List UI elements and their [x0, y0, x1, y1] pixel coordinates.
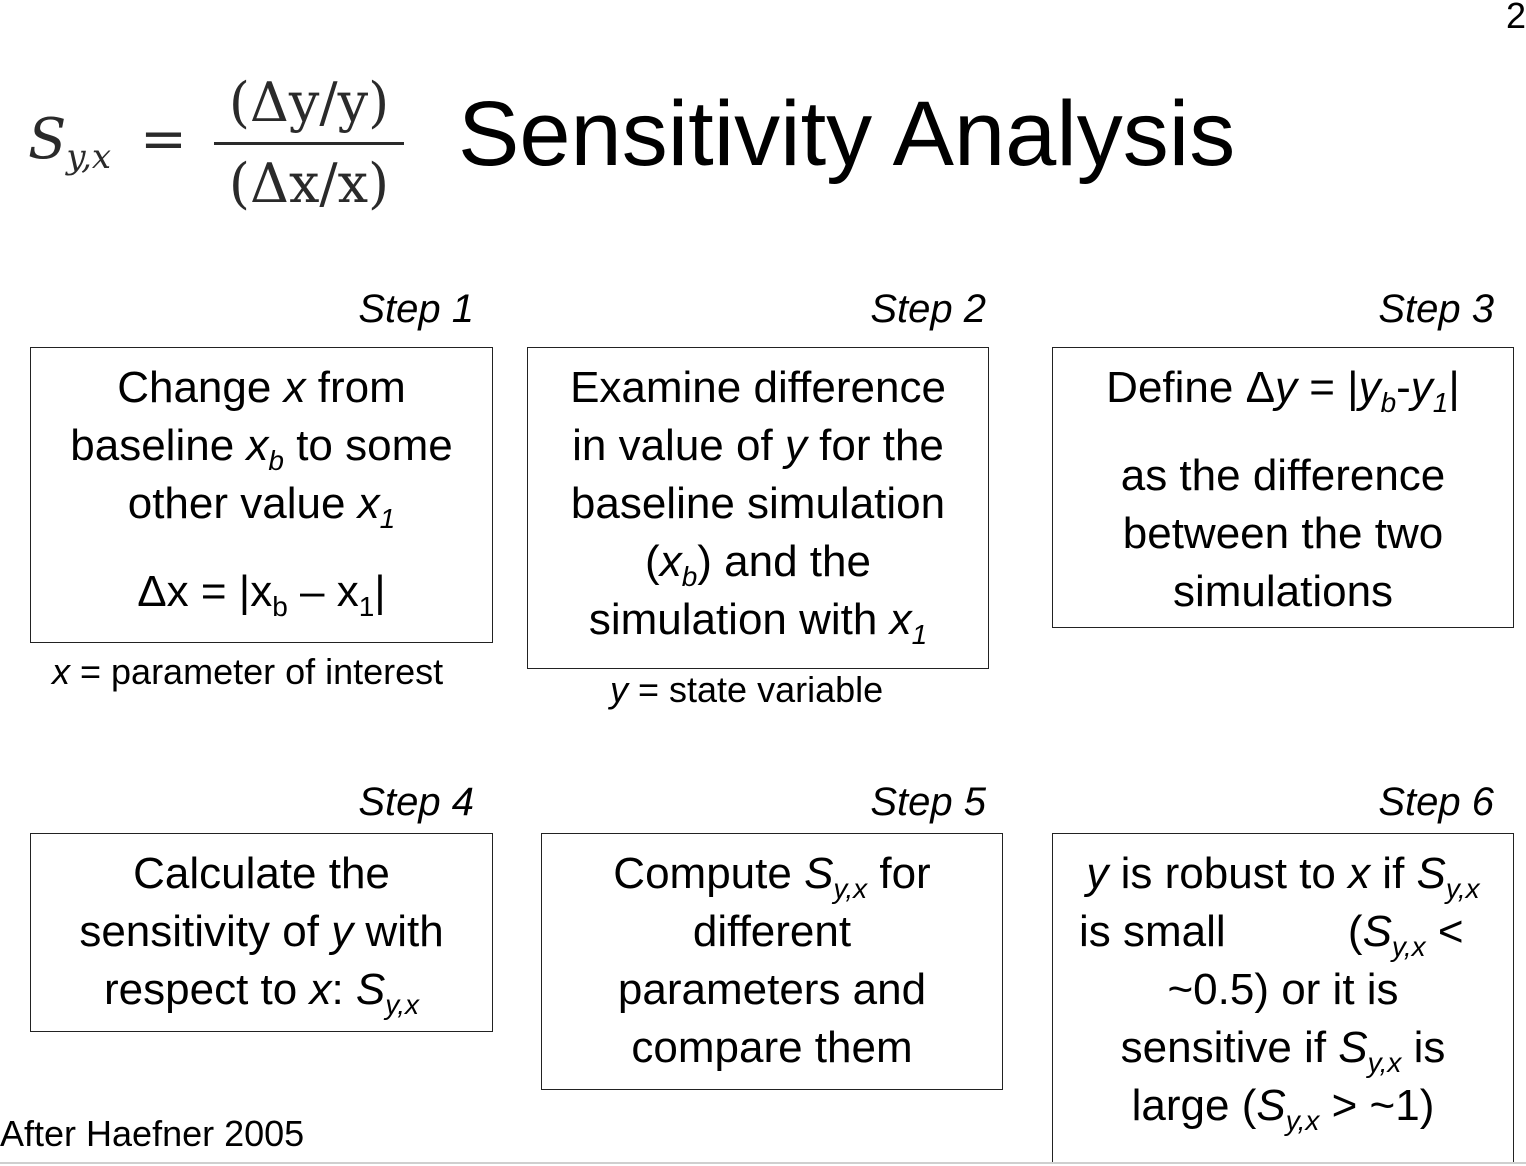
formula-numerator: (Δy/y): [228, 71, 390, 134]
step-6-line-3: ~0.5) or it is: [1167, 965, 1399, 1014]
step-5-line-3: parameters and: [617, 965, 927, 1014]
step-2-line-4: $(x_b)$ and the: [645, 537, 871, 592]
step-1-line-3: other value $x_1$: [127, 479, 396, 534]
step-3-label: Step 3: [1378, 287, 1494, 331]
step-1-box: [30, 347, 493, 643]
step-6-line-1: y is robust to x if $S_{y,x}$: [1086, 849, 1480, 904]
step-5-line-2: different: [692, 907, 852, 956]
formula-subscript: y,x: [66, 137, 112, 177]
step-4-line-2: sensitivity of y with: [79, 907, 444, 956]
step-1-label: Step 1: [358, 287, 474, 331]
step-2-line-1: Examine difference: [570, 363, 946, 412]
step-5-line-4: compare them: [631, 1023, 913, 1072]
step-2-line-5: simulation with $x_1$: [588, 595, 928, 650]
step-3-box: [1052, 347, 1514, 628]
source-credit: After Haefner 2005: [0, 1113, 305, 1154]
formula-symbol: S: [28, 107, 67, 172]
step-2-box: [527, 347, 989, 669]
step-2-note: y = state variable: [610, 669, 884, 710]
step-4-box: [30, 833, 493, 1032]
step-2-label: Step 2: [870, 287, 986, 331]
step-1-note: x = parameter of interest: [52, 651, 444, 692]
page-title: Sensitivity Analysis: [458, 83, 1236, 185]
formula-fraction: [214, 70, 404, 217]
step-3-line-2: as the difference: [1120, 451, 1446, 500]
step-5-box: [541, 833, 1003, 1090]
sensitivity-formula: [28, 70, 408, 220]
step-6-box: [1052, 833, 1514, 1163]
fraction-bar: [214, 142, 404, 145]
step-2-line-3: baseline simulation: [570, 479, 946, 528]
step-5-label: Step 5: [870, 780, 986, 824]
formula-lhs: [28, 107, 112, 187]
step-3-line-3: between the two: [1122, 509, 1444, 558]
step-6-line-4: sensitive if $S_{y,x}$ is: [1120, 1023, 1446, 1078]
formula-equals: =: [140, 107, 187, 172]
step-4-label: Step 4: [358, 780, 474, 824]
step-6-label: Step 6: [1378, 780, 1494, 824]
step-6-line-5: large ($S_{y,x}$ > ~1): [1131, 1081, 1435, 1136]
step-3-line-1: Define $\Delta y = |y_b-y_1|$: [1106, 363, 1460, 418]
step-6-line-2: is small ($S_{y,x}$ <: [1079, 907, 1464, 962]
bottom-rule: [0, 1162, 1526, 1164]
step-4-line-1: Calculate the: [133, 849, 390, 898]
formula-denominator: (Δx/x): [228, 152, 390, 215]
step-3-line-4: simulations: [1172, 567, 1394, 616]
step-1-line-1: Change x from: [117, 363, 406, 412]
step-4-line-3: respect to x: $S_{y,x}$: [104, 965, 419, 1020]
step-1-line-4: $\Delta x = |x_b - x_1|$: [137, 567, 386, 622]
step-5-line-1: Compute $S_{y,x}$ for: [613, 849, 931, 904]
page-number: 2: [1505, 0, 1526, 36]
step-1-line-2: baseline $x_b$ to some: [70, 421, 453, 476]
step-2-line-2: in value of y for the: [572, 421, 944, 470]
